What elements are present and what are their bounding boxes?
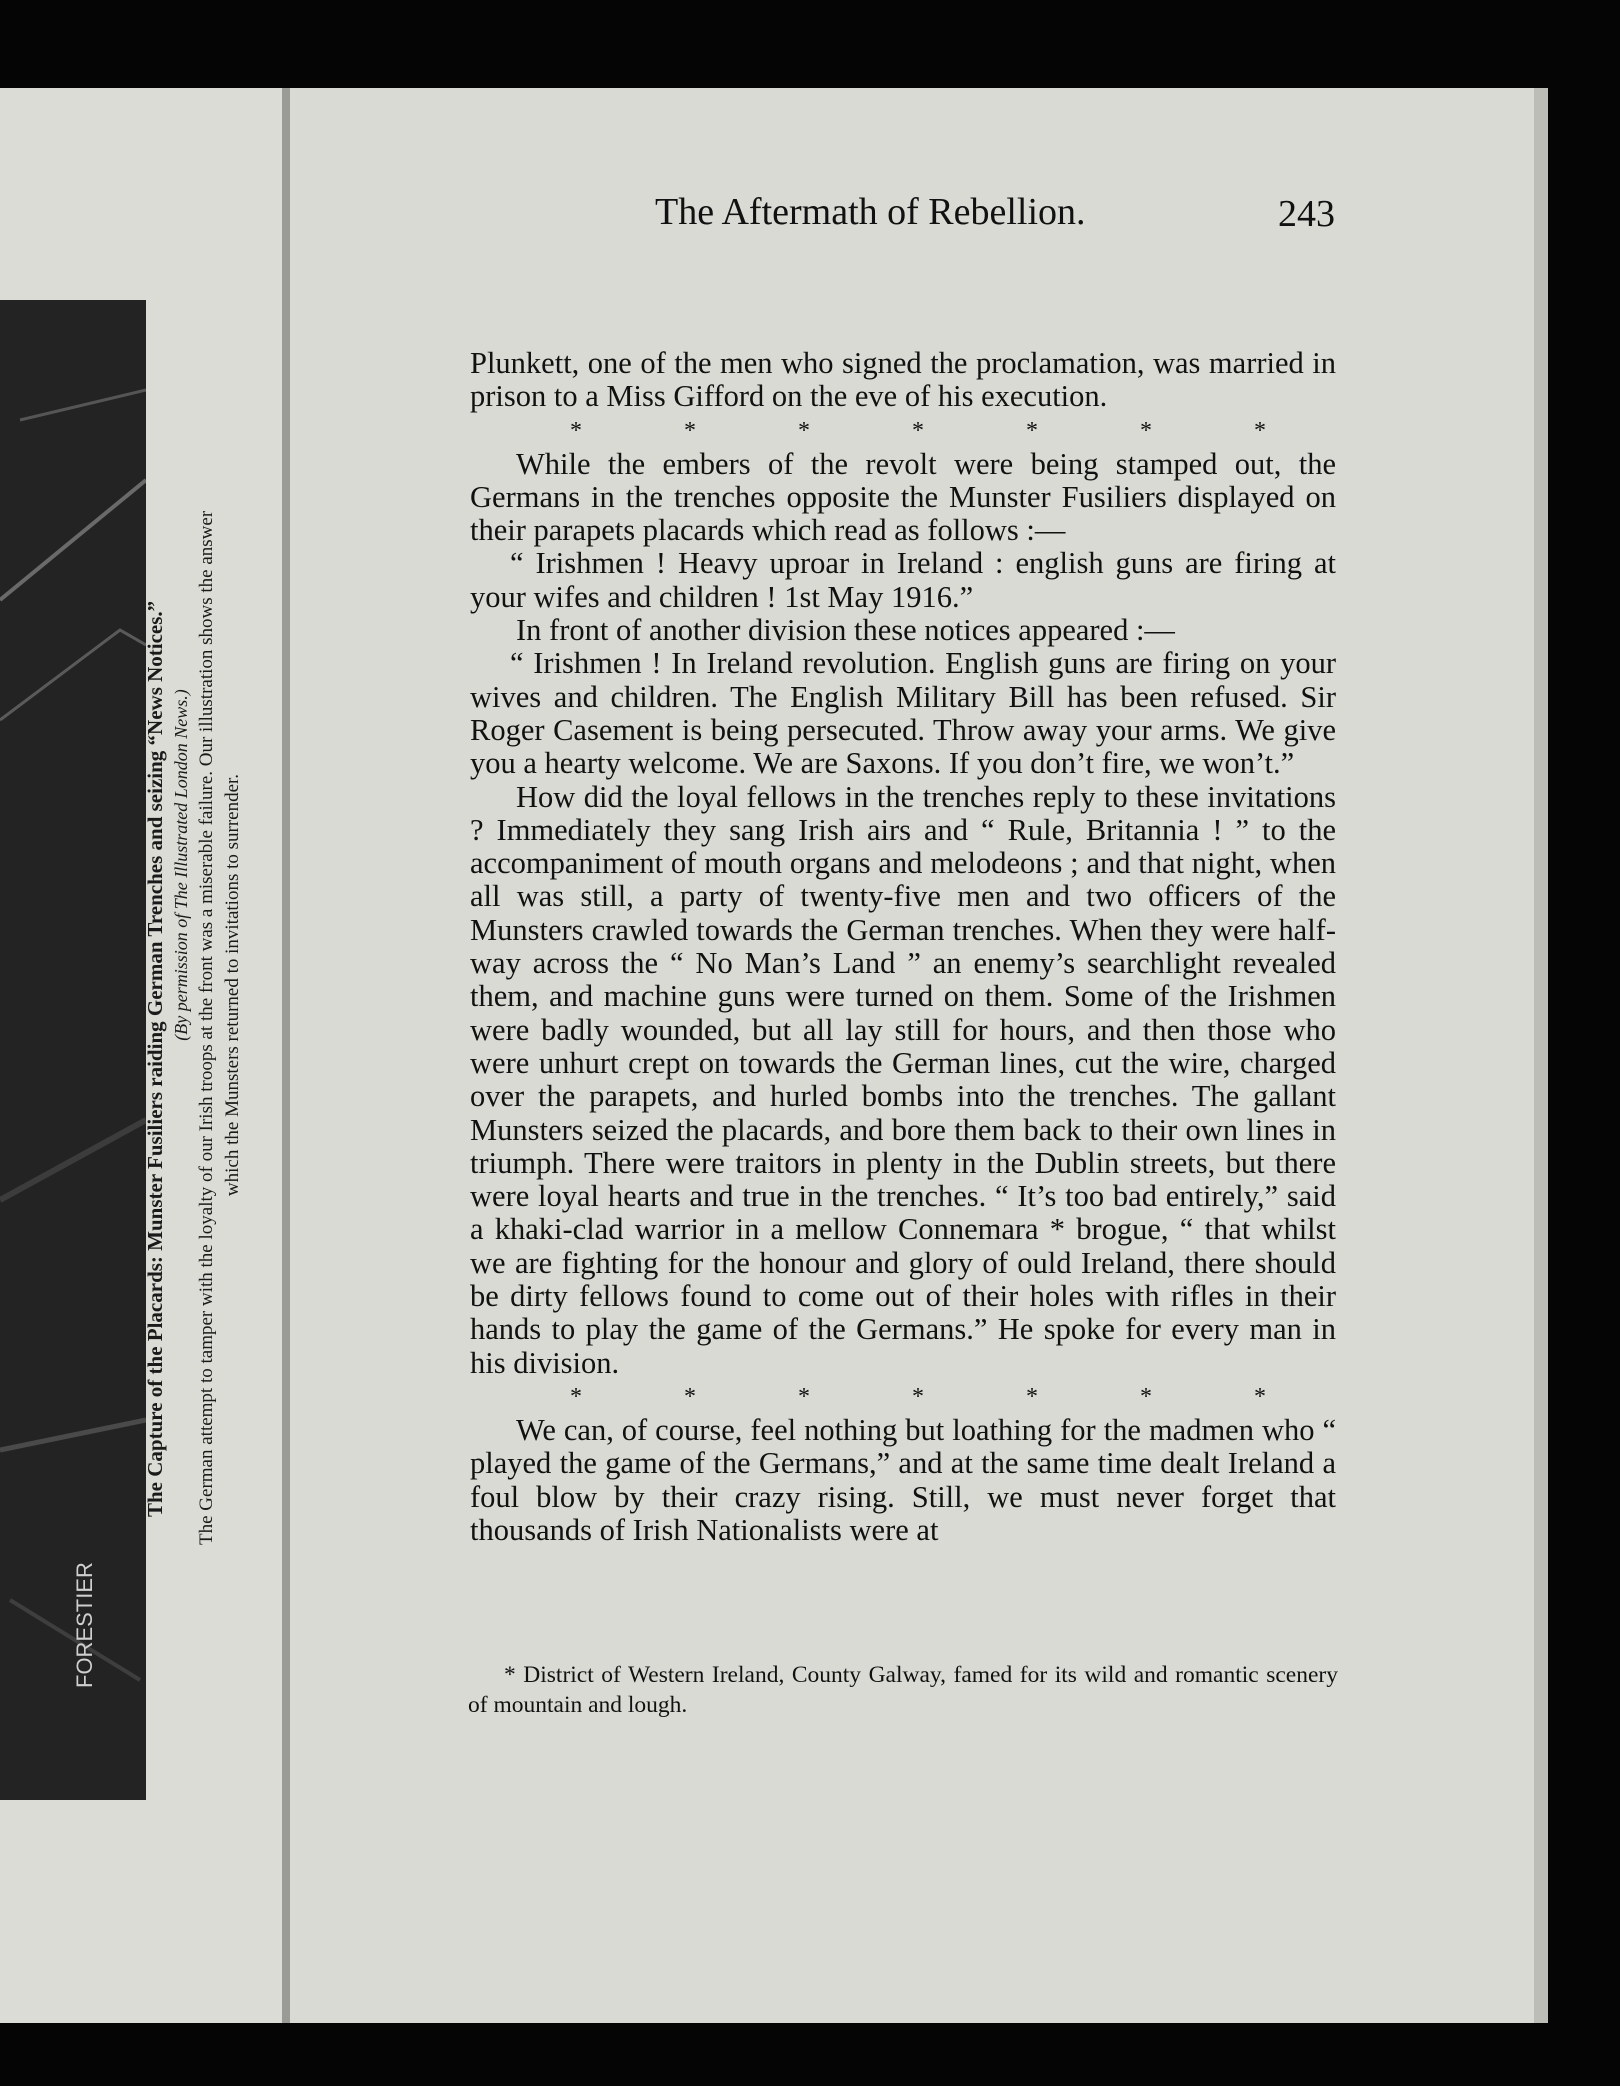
asterisk: * [798, 417, 810, 444]
body-text [470, 347, 1336, 1547]
asterisk: * [912, 417, 924, 444]
section-separator-1 [470, 414, 1336, 448]
running-title: The Aftermath of Rebellion. [655, 191, 1086, 233]
asterisk: * [1026, 1383, 1038, 1410]
artist-signature [72, 1648, 172, 1688]
asterisk: * [1140, 1383, 1152, 1410]
paragraph-5-quote: “ Irishmen ! In Ireland revolution. English guns are firing on your wives and children. The English Military Bill has been refused. Sir Roger Casement is being persecuted. Throw away your arms. We give you a hearty welcome. We are Saxons. If you don’t fire, we won’t.” [470, 646, 1336, 781]
paragraph-4: In front of another division these notices appeared :— [516, 613, 1175, 648]
page-edge [1534, 88, 1548, 2023]
asterisk: * [1254, 1383, 1266, 1410]
footnote [468, 1660, 1338, 1720]
rotated-caption [142, 345, 246, 1545]
caption-title: The Capture of the Placards: Munster Fusiliers raiding German Trenches and seizing “News Notices.” [143, 600, 167, 1517]
page-header [365, 190, 1345, 246]
section-separator-2 [470, 1380, 1336, 1414]
book-gutter [282, 88, 290, 2023]
asterisk: * [912, 1383, 924, 1410]
caption-text-line-1: The German attempt to tamper with the loyalty of our Irish troops at the front was a miserable failure. Our illustration shows the answer [196, 510, 217, 1545]
caption-text-line-2: which the Munsters returned to invitations to surrender. [222, 773, 243, 1197]
asterisk: * [684, 417, 696, 444]
asterisk: * [1026, 417, 1038, 444]
footnote-text: * District of Western Ireland, County Galway, famed for its wild and romantic scenery of mountain and lough. [468, 1662, 1338, 1718]
asterisk: * [570, 417, 582, 444]
asterisk: * [570, 1383, 582, 1410]
paragraph-6: How did the loyal fellows in the trenches reply to these invitations ? Immediately they sang Irish airs and “ Rule, Britannia ! ” to the accompaniment of mouth organs and melodeons ; and that night, when all was still, a party of twenty-five men and two officers of the Munsters crawled towards the German trenches. When they were half-way across the “ No Man’s Land ” an enemy’s searchlight revealed them, and machine guns were turned on them. Some of the Irishmen were badly wounded, but all lay still for hours, and then those who were unhurt crept on towards the German lines, cut the wire, charged over the parapets, and hurled bombs into the trenches. The gallant Munsters seized the placards, and bore them back to their own lines in triumph. There were traitors in plenty in the Dublin streets, but there were loyal hearts and true in the trenches. “ It’s too bad entirely,” said a khaki-clad warrior in a mellow Connemara * brogue, “ that whilst we are fighting for the honour and glory of ould Ireland, there should be dirty fellows found to come out of their holes with rifles in their hands to play the game of the Germans.” He spoke for every man in his division. [470, 779, 1336, 1380]
asterisk: * [684, 1383, 696, 1410]
asterisk: * [1254, 417, 1266, 444]
asterisk: * [1140, 417, 1152, 444]
paragraph-1: Plunkett, one of the men who signed the proclamation, was married in prison to a Miss Gifford on the eve of his execution. [470, 346, 1336, 414]
caption-permission: (By permission of The Illustrated London News.) [171, 689, 191, 1041]
asterisk: * [798, 1383, 810, 1410]
paragraph-2: While the embers of the revolt were being stamped out, the Germans in the trenches opposite the Munster Fusiliers displayed on their parapets placards which read as follows :— [470, 446, 1336, 548]
paragraph-7: We can, of course, feel nothing but loathing for the madmen who “ played the game of the Germans,” and at the same time dealt Ireland a foul blow by their crazy rising. Still, we must never forget that thousands of Irish Nationalists were at [470, 1412, 1336, 1547]
page-number: 243 [1278, 193, 1335, 235]
paragraph-3-quote: “ Irishmen ! Heavy uproar in Ireland : english guns are firing at your wifes and children ! 1st May 1916.” [470, 546, 1336, 614]
